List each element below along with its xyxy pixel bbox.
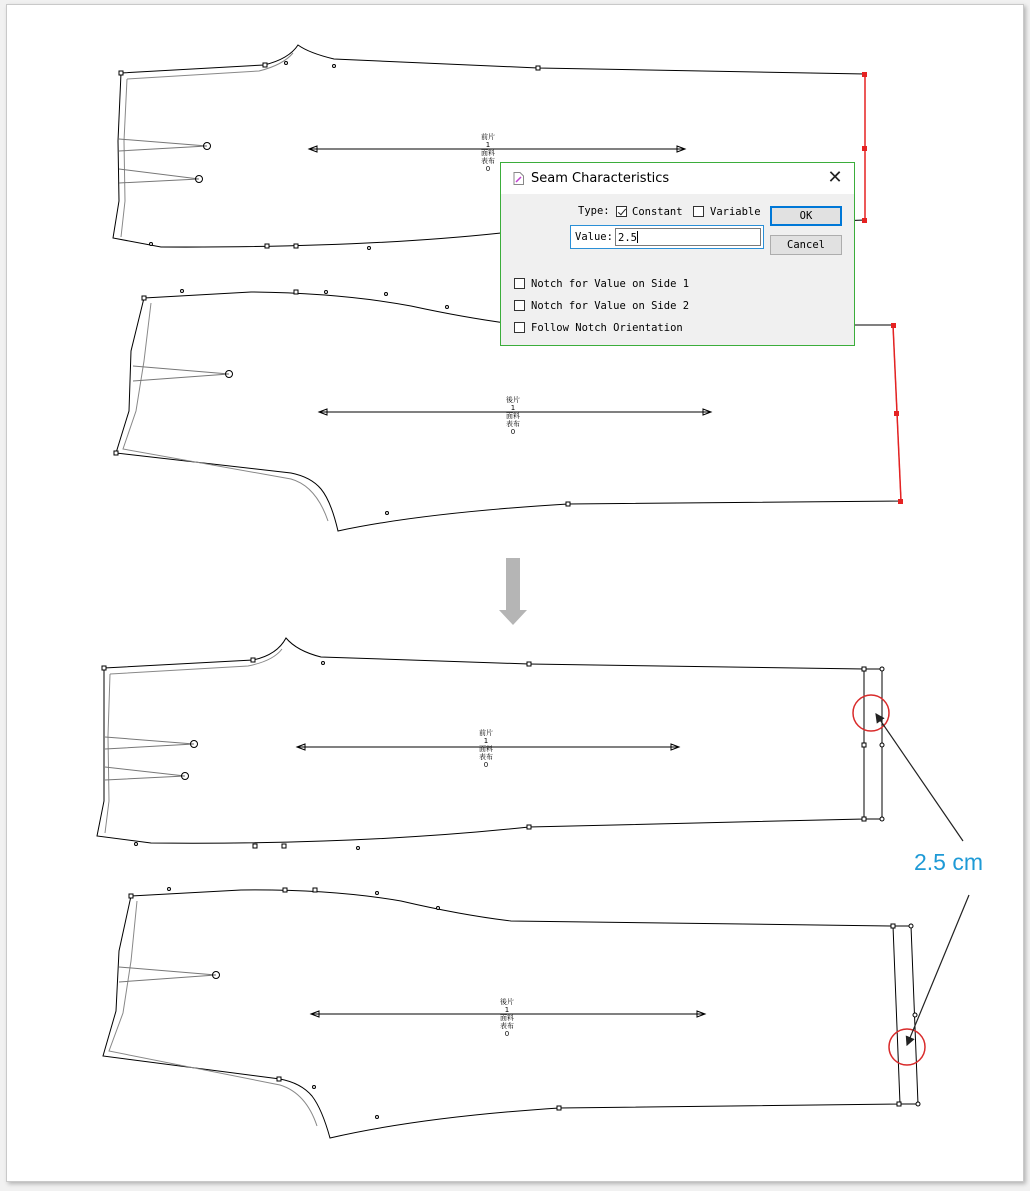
constant-label: Constant bbox=[632, 206, 683, 218]
type-label: Type: bbox=[578, 205, 610, 217]
process-arrow-icon bbox=[499, 558, 527, 625]
piece-label-front-top: 前片 1 面料 表布 0 bbox=[481, 133, 495, 173]
value-label: Value: bbox=[575, 231, 613, 243]
leader-line-back bbox=[907, 895, 969, 1045]
piece-label-back-top: 後片 1 面料 表布 0 bbox=[506, 396, 520, 436]
variable-checkbox[interactable] bbox=[693, 206, 704, 217]
notch-side1-label: Notch for Value on Side 1 bbox=[531, 278, 690, 290]
dialog-titlebar[interactable] bbox=[501, 163, 854, 194]
notch-side1-checkbox[interactable] bbox=[514, 278, 525, 289]
highlight-circle-back bbox=[889, 1029, 925, 1065]
notch-side2-label: Notch for Value on Side 2 bbox=[531, 300, 690, 312]
leader-line-front bbox=[876, 714, 963, 841]
text-caret bbox=[637, 231, 638, 243]
dimension-annotation: 2.5 cm bbox=[914, 849, 984, 875]
variable-label: Variable bbox=[710, 206, 761, 218]
cancel-button[interactable]: Cancel bbox=[770, 235, 842, 255]
ok-button[interactable]: OK bbox=[770, 206, 842, 226]
follow-notch-checkbox[interactable] bbox=[514, 322, 525, 333]
piece-label-front-bottom: 前片 1 面料 表布 0 bbox=[479, 729, 493, 769]
app-icon bbox=[513, 172, 524, 185]
follow-notch-label: Follow Notch Orientation bbox=[531, 322, 683, 334]
seam-characteristics-dialog[interactable] bbox=[500, 162, 855, 346]
value-field[interactable] bbox=[615, 228, 761, 246]
notch-side2-checkbox[interactable] bbox=[514, 300, 525, 311]
piece-label-back-bottom: 後片 1 面料 表布 0 bbox=[500, 998, 514, 1038]
dialog-title: Seam Characteristics bbox=[531, 171, 670, 186]
value-group bbox=[570, 225, 764, 249]
value-text: 2.5 bbox=[618, 232, 637, 244]
close-icon[interactable]: ✕ bbox=[827, 167, 843, 188]
constant-checkbox[interactable] bbox=[616, 206, 627, 217]
